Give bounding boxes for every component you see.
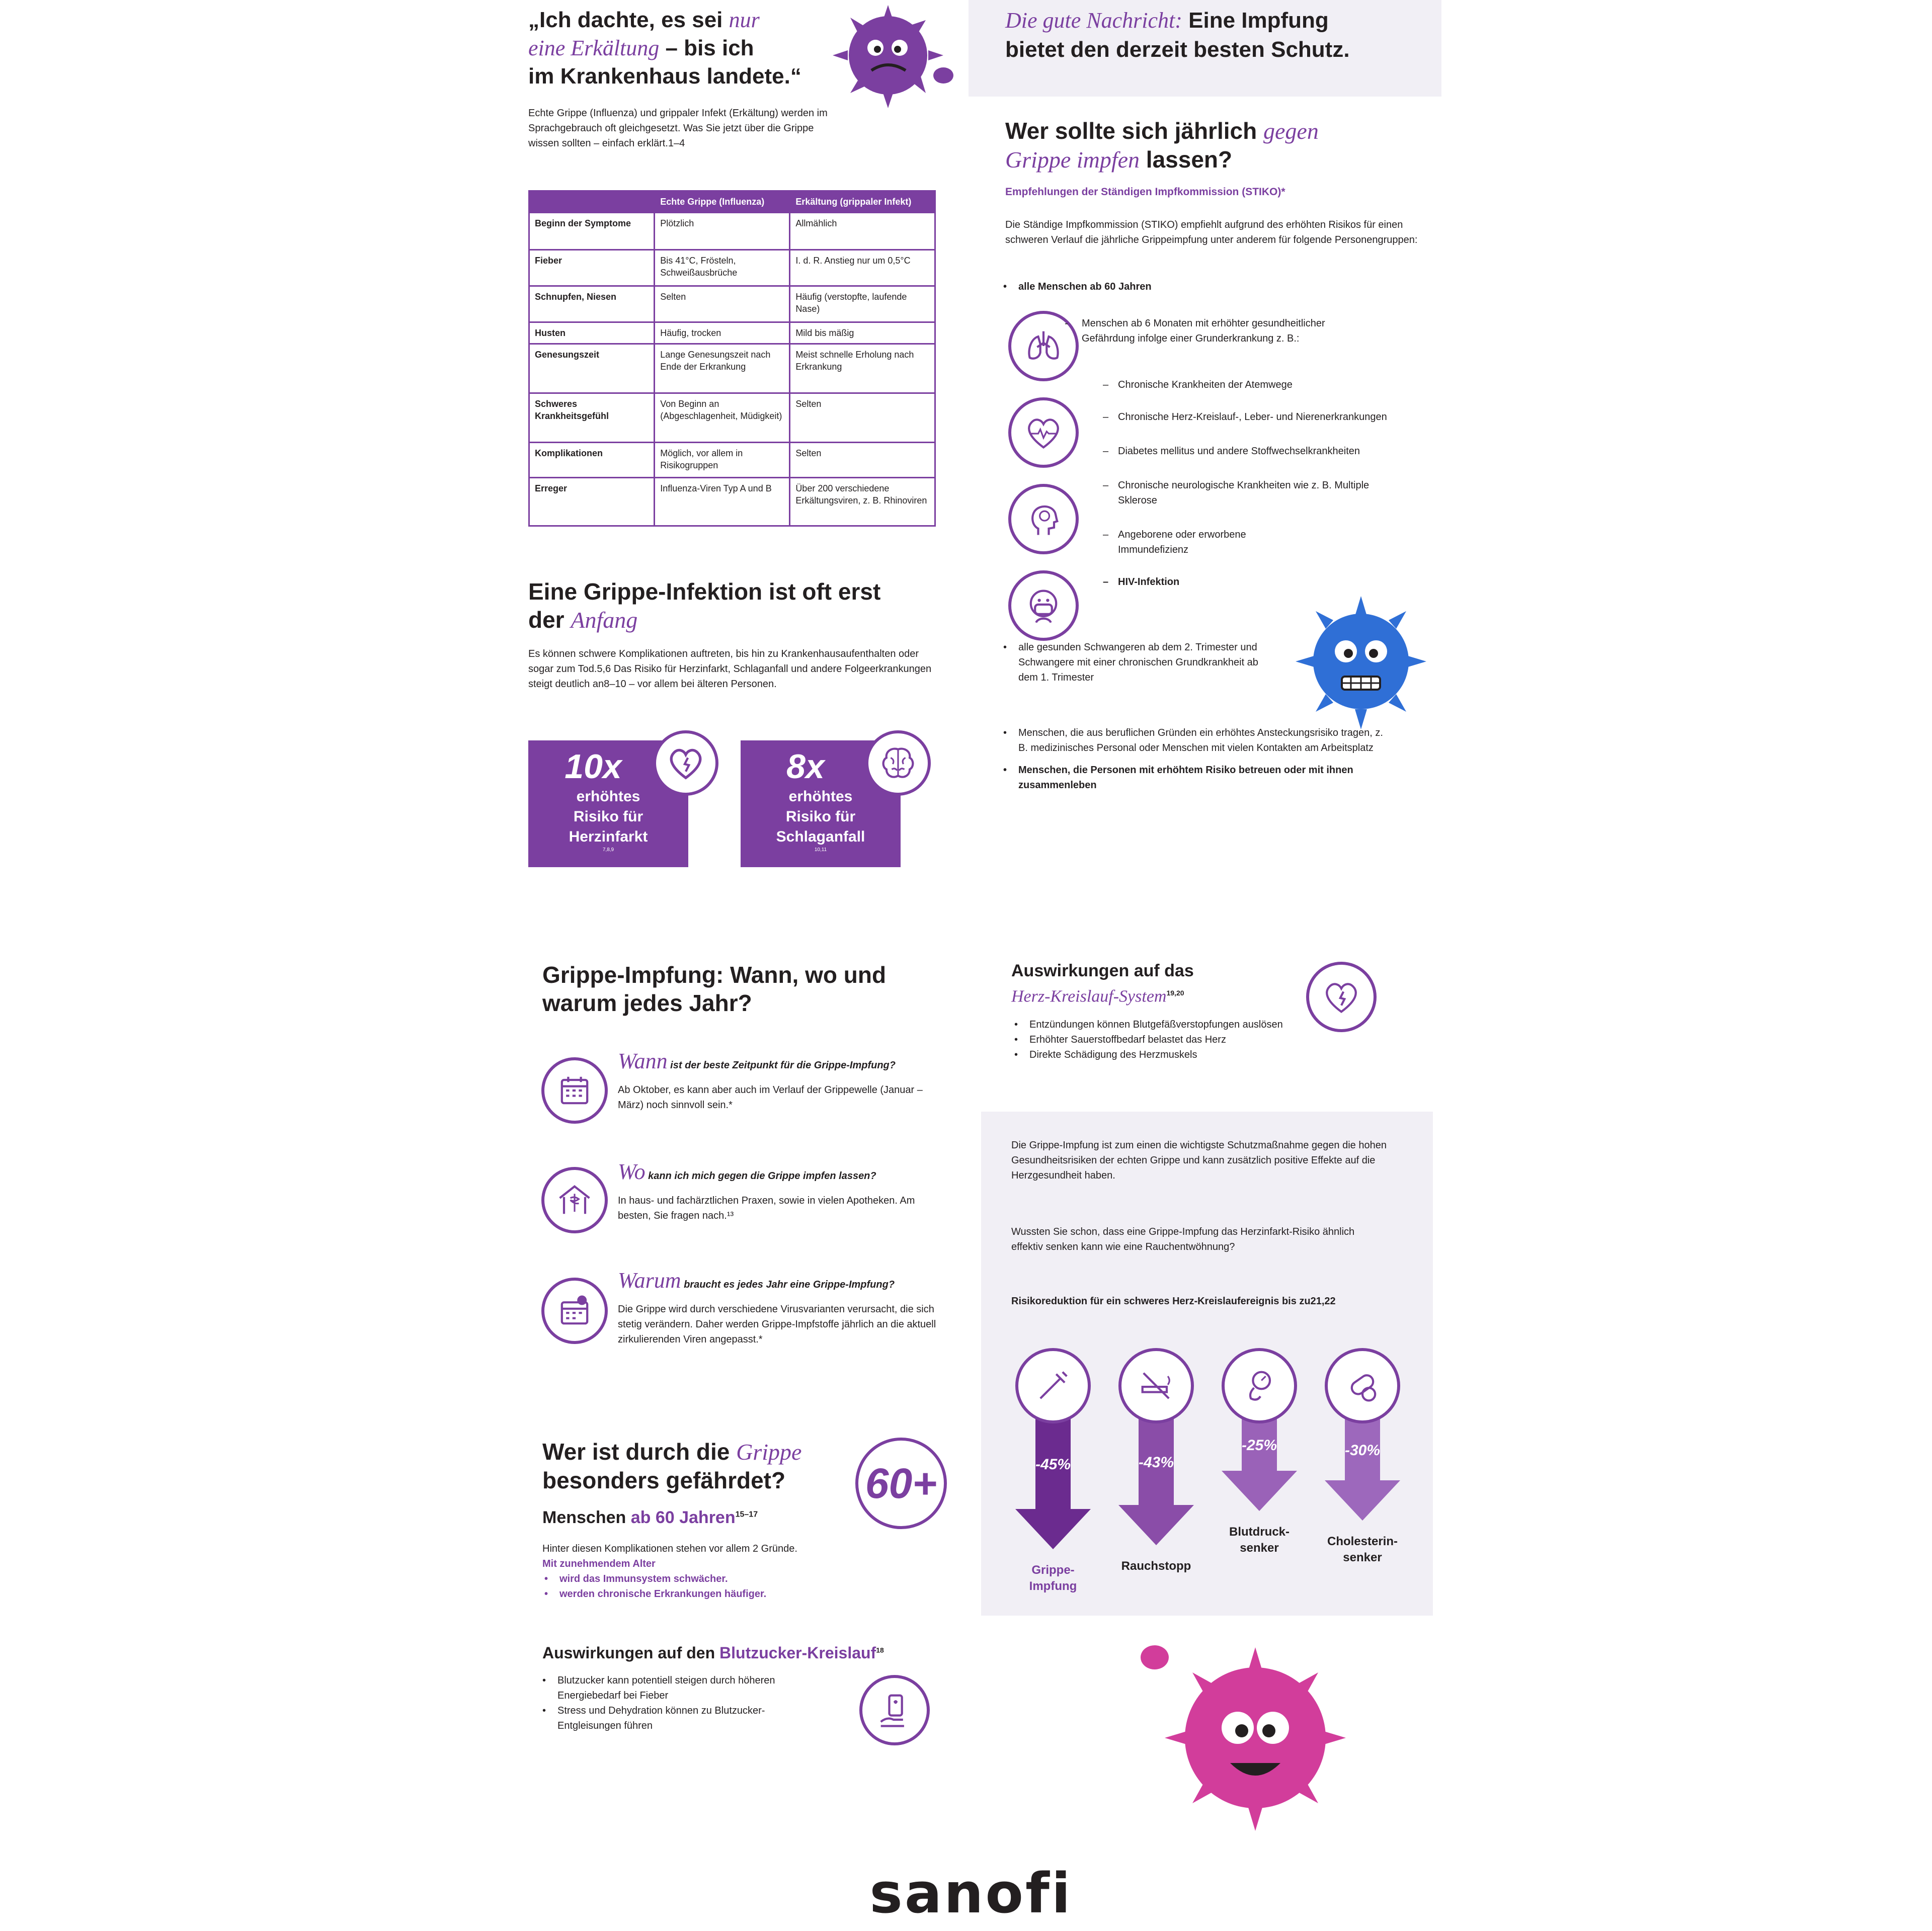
where-answer: In haus- und fachärztlichen Praxen, sowie in vielen Apotheken. Am besten, Sie fragen nach.¹³ <box>618 1195 915 1221</box>
risk-text: Hinter diesen Komplikationen stehen vor allem 2 Gründe. <box>542 1543 797 1554</box>
sanofi-logo <box>845 1861 1097 1925</box>
heart-rate-icon <box>1008 397 1079 468</box>
comparison-table-wrap <box>528 190 936 527</box>
list-item: – HIV-Infektion <box>1101 574 1398 590</box>
risk-title-line2: besonders gefährdet? <box>542 1467 786 1493</box>
list-item: – Chronische Krankheiten der Atemwege <box>1101 377 1398 392</box>
table-row <box>529 393 935 443</box>
table-cell: Lange Genesungszeit nach Ende der Erkrankung <box>655 344 790 393</box>
list-item: • Menschen, die aus beruflichen Gründen ein erhöhtes Ansteckungsrisiko tragen, z. B. medizinisches Personal oder Menschen mit vielen Kontakten am Arbeitsplatz <box>1001 725 1384 755</box>
risk-sub-ref: 15–17 <box>735 1510 758 1519</box>
quote-line3: im Krankenhaus landete.“ <box>528 64 801 89</box>
list-item: – Chronische neurologische Krankheiten wie z. B. Multiple Sklerose <box>1101 478 1398 508</box>
calendar-icon <box>541 1057 608 1124</box>
quote-line1: „Ich dachte, es sei <box>528 8 729 32</box>
stat-line: Risiko für <box>785 808 856 825</box>
why-italic: Warum <box>618 1268 681 1293</box>
risk-arrow-column <box>1118 1348 1194 1574</box>
good-news-line2: bietet den derzeit besten Schutz. <box>1005 37 1350 62</box>
risk-arrow-head <box>1015 1509 1091 1549</box>
risk-title-italic: Grippe <box>736 1439 802 1465</box>
stat-line: erhöhtes <box>576 788 640 805</box>
dash-marker: - <box>1065 318 1068 329</box>
list-item: • Blutzucker kann potentiell steigen durch höheren Energiebedarf bei Fieber <box>540 1673 822 1703</box>
cardio-title-ref: 19,20 <box>1166 989 1184 997</box>
heart-icon <box>653 730 718 796</box>
table-header: Echte Grippe (Influenza) <box>655 191 790 213</box>
table-cell: Beginn der Symptome <box>529 213 655 250</box>
comparison-table <box>528 190 936 527</box>
who-title-italic1: gegen <box>1263 118 1319 144</box>
table-cell: Selten <box>790 393 935 443</box>
infection-title-line1: Eine Grippe-Infektion ist oft erst <box>528 578 881 605</box>
list-item: • Menschen, die Personen mit erhöhtem Risiko betreuen oder mit ihnen zusammenleben <box>1001 763 1414 793</box>
stiko-bullet-list-2 <box>1001 640 1283 685</box>
list-item: – Diabetes mellitus und andere Stoffwechselkrankheiten <box>1101 444 1398 459</box>
table-cell: Plötzlich <box>655 213 790 250</box>
risk-reduction-arrows <box>1011 1348 1424 1600</box>
list-item: • Entzündungen können Blutgefäßverstopfungen auslösen <box>1012 1017 1284 1032</box>
table-header <box>529 191 655 213</box>
risk-title-line1: Wer ist durch die <box>542 1439 737 1465</box>
protection-text-3: Risikoreduktion für ein schweres Herz-Kreislaufereignis bis zu21,22 <box>1011 1296 1336 1307</box>
risk-value: -30% <box>1344 1442 1381 1459</box>
risk-value: -25% <box>1241 1437 1277 1454</box>
protection-text-2: Wussten Sie schon, dass eine Grippe-Impfung das Herzinfarkt-Risiko ähnlich effektiv senken kann wie eine Rauchentwöhnung? <box>1011 1226 1355 1252</box>
risk-arrow-head <box>1118 1505 1194 1545</box>
list-item: • Stress und Dehydration können zu Blutzucker-Entgleisungen führen <box>540 1703 822 1733</box>
quote-italic1: nur <box>729 8 760 32</box>
stiko-subtitle: Empfehlungen der Ständigen Impfkommission (STIKO)* <box>1005 186 1285 198</box>
pink-virus-mascot <box>1140 1637 1361 1838</box>
risk-group-title <box>542 1438 884 1494</box>
table-row <box>529 322 935 344</box>
table-cell: Fieber <box>529 250 655 286</box>
list-item: • Direkte Schädigung des Herzmuskels <box>1012 1047 1324 1062</box>
risk-bullet-list <box>542 1571 935 1602</box>
virus-variants-icon <box>541 1278 608 1344</box>
where-question <box>618 1159 950 1184</box>
age-60-badge <box>855 1438 947 1529</box>
where-question-text: kann ich mich gegen die Grippe impfen lassen? <box>645 1170 876 1182</box>
table-cell: Möglich, vor allem in Risikogruppen <box>655 443 790 478</box>
table-row <box>529 478 935 526</box>
cardio-list <box>1012 1017 1324 1062</box>
table-cell: Meist schnelle Erholung nach Erkrankung <box>790 344 935 393</box>
mask-face-icon <box>1008 570 1079 641</box>
where-item <box>618 1159 950 1223</box>
list-item: • werden chronische Erkrankungen häufiger. <box>542 1586 935 1602</box>
table-cell: Allmählich <box>790 213 935 250</box>
risk-group-text <box>542 1541 935 1602</box>
table-row <box>529 344 935 393</box>
table-cell: Selten <box>655 286 790 322</box>
cardio-title-italic: Herz-Kreislauf-System <box>1011 987 1167 1006</box>
quote-block <box>528 6 830 91</box>
condition-intro <box>1065 316 1363 346</box>
good-news-text <box>1005 6 1428 64</box>
who-title-line1: Wer sollte sich jährlich <box>1005 118 1263 144</box>
list-item: • Erhöhter Sauerstoffbedarf belastet das Herz <box>1012 1032 1324 1047</box>
stiko-bullet-list-3 <box>1001 725 1394 793</box>
head-neurology-icon <box>1008 484 1079 554</box>
age-60-badge-text: 60+ <box>865 1459 937 1507</box>
risk-arrow-column <box>1015 1348 1091 1594</box>
table-header: Erkältung (grippaler Infekt) <box>790 191 935 213</box>
list-item: • alle gesunden Schwangeren ab dem 2. Trimester und Schwangere mit einer chronischen Grundkrankheit ab dem 1. Trimester <box>1001 640 1273 685</box>
brain-icon <box>865 730 931 796</box>
pill-icon <box>1325 1348 1400 1423</box>
table-cell: Schnupfen, Niesen <box>529 286 655 322</box>
cardio-title <box>1011 960 1293 1008</box>
good-news-line1: Eine Impfung <box>1182 8 1329 33</box>
stat-line: erhöhtes <box>788 788 853 805</box>
www-title-line1: Grippe-Impfung: Wann, wo und <box>542 962 887 988</box>
table-row <box>529 250 935 286</box>
bs-title-start: Auswirkungen auf den <box>542 1644 720 1662</box>
risk-arrow-head <box>1222 1471 1297 1511</box>
table-row <box>529 213 935 250</box>
when-item <box>618 1049 950 1113</box>
glucose-meter-icon <box>859 1675 930 1745</box>
risk-sub-purple: ab 60 Jahren <box>630 1508 736 1527</box>
infection-text: Es können schwere Komplikationen auftreten, bis hin zu Krankenhausaufenthalten oder sogar zum Tod.5,6 Das Risiko für Herzinfarkt, Schlaganfall und andere Folgeerkrankungen steigt deutlich an8–10 – vor allem bei älteren Personen. <box>528 648 932 690</box>
risk-arrow-head <box>1325 1480 1400 1521</box>
where-italic: Wo <box>618 1159 646 1184</box>
blood-sugar-list <box>540 1673 832 1733</box>
no-smoking-icon <box>1118 1348 1194 1423</box>
table-cell: Erreger <box>529 478 655 526</box>
stiko-text: Die Ständige Impfkommission (STIKO) empfiehlt aufgrund des erhöhten Risikos für einen schweren Verlauf die jährliche Grippeimpfung unter anderem für folgende Personengruppen: <box>1005 219 1418 245</box>
stat-value: 8x <box>786 747 825 786</box>
blood-pressure-icon <box>1222 1348 1297 1423</box>
list-item: – Chronische Herz-Kreislauf-, Leber- und Nierenerkrankungen <box>1101 409 1398 425</box>
risk-value: -45% <box>1035 1456 1071 1473</box>
table-cell: Schweres Krankheitsgefühl <box>529 393 655 443</box>
why-question-text: braucht es jedes Jahr eine Grippe-Impfung? <box>681 1279 895 1290</box>
who-title-line2: lassen? <box>1140 146 1233 173</box>
who-vaccinate-title <box>1005 117 1428 174</box>
condition-list <box>1101 377 1398 590</box>
purple-virus-mascot <box>825 0 956 111</box>
table-cell: Genesungszeit <box>529 344 655 393</box>
www-title-line2: warum jedes Jahr? <box>542 990 752 1016</box>
who-title-italic2: Grippe impfen <box>1005 147 1140 173</box>
table-cell: Von Beginn an (Abgeschlagenheit, Müdigkeit) <box>655 393 790 443</box>
risk-group-subtitle <box>542 1508 758 1528</box>
risk-label: Rauchstopp <box>1121 1559 1191 1573</box>
table-cell: Häufig (verstopfte, laufende Nase) <box>790 286 935 322</box>
table-cell: Komplikationen <box>529 443 655 478</box>
table-cell: Mild bis mäßig <box>790 322 935 344</box>
protection-text-1: Die Grippe-Impfung ist zum einen die wichtigste Schutzmaßnahme gegen die hohen Gesundheitsrisiken der echten Grippe und kann zusätzlich positive Effekte auf die Herzgesundheit haben. <box>1011 1140 1387 1181</box>
stat-value: 10x <box>565 747 622 786</box>
list-item: • alle Menschen ab 60 Jahren <box>1001 279 1414 294</box>
cardio-title-line1: Auswirkungen auf das <box>1011 961 1194 980</box>
stat-ref: 10,11 <box>814 847 827 853</box>
table-cell: Häufig, trocken <box>655 322 790 344</box>
lungs-icon <box>1008 311 1079 381</box>
intro-text: Echte Grippe (Influenza) und grippaler Infekt (Erkältung) werden im Sprachgebrauch oft gleichgesetzt. Was Sie jetzt über die Grippe wissen sollten – einfach erklärt.1–4 <box>528 108 828 149</box>
list-item: • wird das Immunsystem schwächer. <box>542 1571 935 1586</box>
risk-arrow-column <box>1325 1348 1400 1566</box>
when-question <box>618 1049 950 1073</box>
table-cell: Influenza-Viren Typ A und B <box>655 478 790 526</box>
table-row <box>529 443 935 478</box>
table-cell: I. d. R. Anstieg nur um 0,5°C <box>790 250 935 286</box>
risk-arrow-column <box>1222 1348 1297 1556</box>
quote-text <box>528 6 830 91</box>
syringe-icon <box>1015 1348 1091 1423</box>
stat-line: Risiko für <box>573 808 643 825</box>
why-question <box>618 1268 950 1293</box>
sanofi-logo-text: sanofi <box>869 1861 1073 1925</box>
risk-sub-start: Menschen <box>542 1508 631 1527</box>
why-item <box>618 1268 950 1347</box>
risk-label: Blutdruck- senker <box>1229 1525 1290 1555</box>
list-item: – Angeborene oder erworbene Immundefizienz <box>1101 527 1312 557</box>
infection-title <box>528 577 941 634</box>
risk-label: Grippe- Impfung <box>1029 1563 1077 1593</box>
stiko-bullet-list-1 <box>1001 279 1414 294</box>
table-cell: Husten <box>529 322 655 344</box>
risk-value: -43% <box>1138 1454 1174 1471</box>
when-where-why-title <box>542 961 955 1017</box>
table-cell: Über 200 verschiedene Erkältungsviren, z. B. Rhinoviren <box>790 478 935 526</box>
blood-sugar-title <box>542 1644 884 1662</box>
bs-title-ref: 18 <box>876 1646 884 1654</box>
when-italic: Wann <box>618 1049 668 1073</box>
table-cell: Bis 41°C, Frösteln, Schweißausbrüche <box>655 250 790 286</box>
blue-virus-mascot <box>1285 586 1436 737</box>
quote-italic2: eine Erkältung <box>528 36 660 60</box>
why-answer: Die Grippe wird durch verschiedene Virusvarianten verursacht, die sich stetig verändern. Daher werden Grippe-Impfstoffe jährlich an die aktuell zirkulierenden Viren angepasst.* <box>618 1304 936 1345</box>
good-news-italic: Die gute Nachricht: <box>1005 8 1182 33</box>
infection-title-line2: der <box>528 607 571 633</box>
table-row <box>529 286 935 322</box>
stat-ref: 7,8,9 <box>602 847 614 853</box>
infection-title-italic: Anfang <box>571 607 638 633</box>
table-cell: Selten <box>790 443 935 478</box>
risk-label: Cholesterin- senker <box>1327 1535 1398 1564</box>
stat-line: Herzinfarkt <box>569 828 648 845</box>
condition-intro-text: Menschen ab 6 Monaten mit erhöhter gesundheitlicher Gefährdung infolge einer Grunderkrankung z. B.: <box>1082 318 1325 344</box>
quote-line2: – bis ich <box>659 36 754 60</box>
risk-text-purple: Mit zunehmendem Alter <box>542 1558 656 1569</box>
pharmacy-icon <box>541 1167 608 1233</box>
bs-title-purple: Blutzucker-Kreislauf <box>719 1644 876 1662</box>
when-question-text: ist der beste Zeitpunkt für die Grippe-Impfung? <box>667 1060 896 1071</box>
stat-line: Schlaganfall <box>776 828 865 845</box>
when-answer: Ab Oktober, es kann aber auch im Verlauf der Grippewelle (Januar – März) noch sinnvoll sein.* <box>618 1084 923 1111</box>
